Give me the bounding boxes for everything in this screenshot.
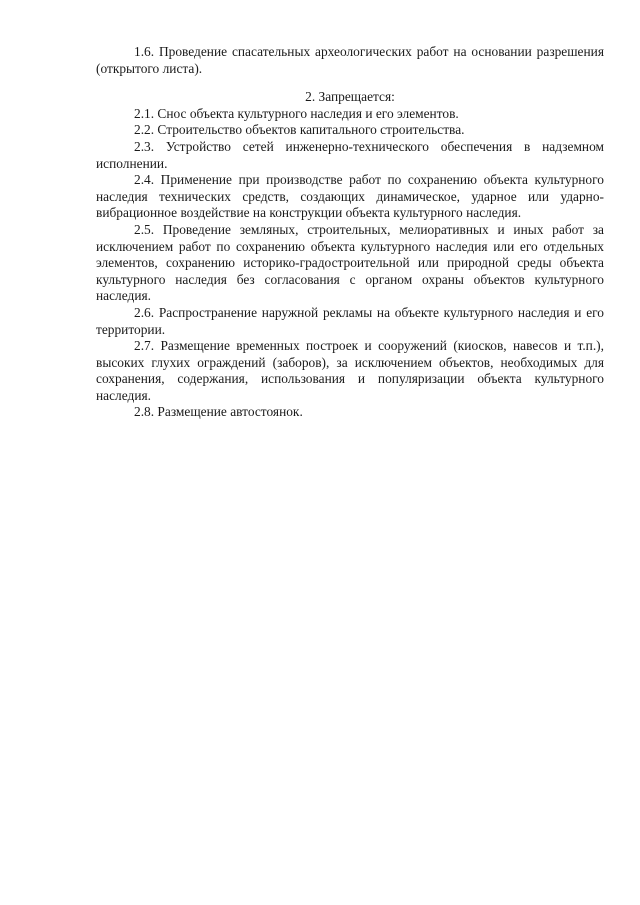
item-2-7: 2.7. Размещение временных построек и сооружений (киосков, навесов и т.п.), высоких глухих ограждений (заборов), за исключением объектов, необходимых для сохранения, содержания, использования и популяризации объекта культурного наследия. [96, 338, 604, 403]
item-2-1: 2.1. Снос объекта культурного наследия и его элементов. [134, 105, 459, 121]
item-2-3: 2.3. Устройство сетей инженерно-технического обеспечения в надземном исполнении. [96, 138, 604, 171]
item-2-2: 2.2. Строительство объектов капитального строительства. [134, 122, 465, 138]
document-page [96, 44, 604, 421]
paragraph-1-6: 1.6. Проведение спасательных археологических работ на основании разрешения (открытого листа). [96, 44, 604, 76]
item-2-6: 2.6. Распространение наружной рекламы на объекте культурного наследия и его территории. [96, 304, 604, 337]
section-heading: 2. Запрещается: [305, 89, 395, 105]
item-2-5: 2.5. Проведение земляных, строительных, мелиоративных и иных работ за исключением работ по сохранению объекта культурного наследия или его отдельных элементов, сохранению историко-градостроительной или природной среды объекта культурного наследия без согласования с органом охраны объектов культурного наследия. [96, 221, 604, 304]
item-2-8: 2.8. Размещение автостоянок. [134, 404, 303, 420]
item-2-4: 2.4. Применение при производстве работ по сохранению объекта культурного наследия технических средств, создающих динамическое, ударное или ударно-вибрационное воздействие на конструкции объекта культурного наследия. [96, 172, 604, 221]
